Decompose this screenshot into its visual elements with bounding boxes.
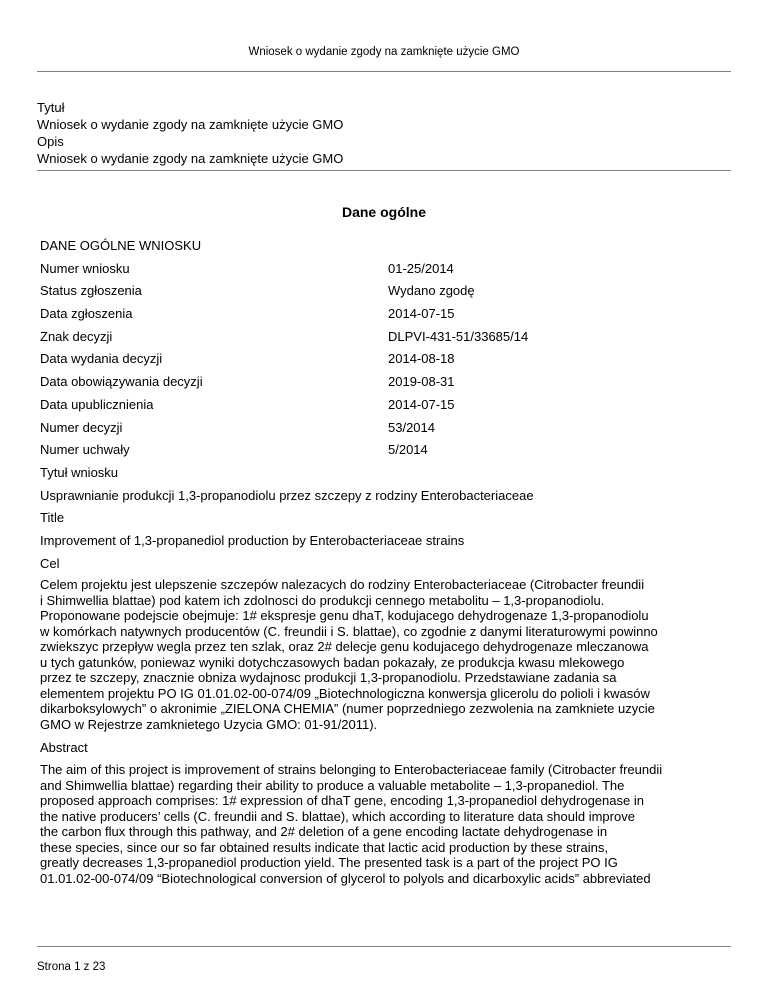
field-label: Numer uchwały xyxy=(40,442,130,458)
field-row xyxy=(40,371,730,394)
tytul-label: Tytuł wniosku xyxy=(40,464,119,480)
abstract-line: and Shimwellia blattae) regarding their ability to produce a valuable metabolite – 1,3-propanediol. The xyxy=(40,777,625,793)
cel-label: Cel xyxy=(40,555,60,571)
footer-divider xyxy=(37,946,731,947)
title-value: Improvement of 1,3-propanediol production by Enterobacteriaceae strains xyxy=(40,532,465,548)
abstract-line: proposed approach comprises: 1# expression of dhaT gene, encoding 1,3-propanediol dehydrogenase in xyxy=(40,793,644,808)
meta-divider xyxy=(37,170,731,171)
cel-line: zwiekszyc przepływ wegla przez ten szlak, oraz 2# delecje genu kodujacego dehydrogenaze mleczanowa xyxy=(40,639,649,655)
abstract-line: The aim of this project is improvement of strains belonging to Enterobacteriaceae family (Citrobacter freundii xyxy=(40,762,663,777)
field-value: DLPVI-431-51/33685/14 xyxy=(388,328,529,344)
abstract-label: Abstract xyxy=(40,740,88,756)
field-label: Data upublicznienia xyxy=(40,396,154,412)
field-label: Data obowiązywania decyzji xyxy=(40,374,203,390)
field-row xyxy=(40,439,730,462)
field-value: 2019-08-31 xyxy=(388,374,455,390)
cel-line: u tych gatunków, poniewaz wyniki dotychczasowych badan pokazały, ze produkcja kwasu mlekowego xyxy=(40,654,625,670)
header-divider xyxy=(37,71,731,72)
field-row xyxy=(40,417,730,440)
field-row xyxy=(40,258,730,281)
tytul-value: Usprawnianie produkcji 1,3-propanodiolu przez szczepy z rodziny Enterobacteriaceae xyxy=(40,487,534,503)
field-label: Numer wniosku xyxy=(40,260,130,276)
abstract-paragraph xyxy=(40,762,730,886)
field-value: 01-25/2014 xyxy=(388,260,454,276)
cel-line: elementem projektu PO IG 01.01.02-00-074/09 „Biotechnologiczna konwersja glicerolu do polioli i kwasów xyxy=(40,685,650,701)
abstract-line: greatly decreases 1,3-propanediol production yield. The presented task is a part of the project PO IG xyxy=(40,855,618,870)
field-label: Znak decyzji xyxy=(40,328,113,344)
field-row xyxy=(40,280,730,303)
field-label: Data wydania decyzji xyxy=(40,351,163,367)
cel-line: Proponowane podejscie obejmuje: 1# ekspresje genu dhaT, kodujacego dehydrogenaze 1,3-propanodiolu xyxy=(40,608,649,624)
cel-line: i Shimwellia blattae) pod katem ich zdolnosci do produkcji cennego metabolitu – 1,3-propanodiolu. xyxy=(40,592,605,608)
page-header: Wniosek o wydanie zgody na zamknięte użycie GMO xyxy=(248,46,520,58)
field-row xyxy=(40,326,730,349)
field-value: 2014-07-15 xyxy=(388,306,455,322)
field-label: Data zgłoszenia xyxy=(40,306,133,322)
cel-line: GMO w Rejestrze zamknietego Uzycia GMO: 01-91/2011). xyxy=(40,716,378,732)
field-label: Numer decyzji xyxy=(40,419,123,435)
abstract-line: the carbon flux through this pathway, and 2# deletion of a gene encoding lactate dehydrogenase in xyxy=(40,824,608,839)
cel-line: przez te szczepy, znacznie obniza wydajnosc produkcji 1,3-propanodiolu. Przedstawiane zadania sa xyxy=(40,670,617,686)
field-row xyxy=(40,394,730,417)
field-value: 2014-08-18 xyxy=(388,351,455,367)
field-value: 2014-07-15 xyxy=(388,396,455,412)
subsection-heading: DANE OGÓLNE WNIOSKU xyxy=(40,238,202,253)
cel-paragraph xyxy=(40,577,730,732)
field-row xyxy=(40,303,730,326)
meta-desc-label: Opis xyxy=(37,134,64,149)
meta-desc-value: Wniosek o wydanie zgody na zamknięte użycie GMO xyxy=(37,151,344,166)
meta-title-label: Tytuł xyxy=(37,100,65,115)
abstract-line: the native producers’ cells (C. freundii and S. blattae), which according to literature data should improve xyxy=(40,808,635,824)
section-title: Dane ogólne xyxy=(341,204,426,220)
abstract-line: 01.01.02-00-074/09 “Biotechnological conversion of glycerol to polyols and dicarboxylic acids” abbreviated xyxy=(40,870,651,886)
title-label: Title xyxy=(40,510,65,526)
cel-line: w komórkach natywnych producentów (C. freundii i S. blattae), co zgodnie z danymi literaturowymi powinno xyxy=(40,623,658,639)
document-meta xyxy=(37,99,343,167)
cel-line: Celem projektu jest ulepszenie szczepów nalezacych do rodziny Enterobacteriaceae (Citrobacter freundii xyxy=(40,577,645,593)
general-data xyxy=(40,235,730,891)
abstract-line: these species, since our so far obtained results indicate that lactic acid production by these strains, xyxy=(40,839,608,855)
cel-line: dikarboksylowych” o akronimie „ZIELONA CHEMIA” (numer poprzedniego zezwolenia na zamkniete uzycie xyxy=(40,701,655,717)
field-value: 5/2014 xyxy=(388,442,428,458)
field-row xyxy=(40,348,730,371)
field-label: Status zgłoszenia xyxy=(40,283,142,299)
meta-title-value: Wniosek o wydanie zgody na zamknięte użycie GMO xyxy=(37,117,344,132)
page-footer: Strona 1 z 23 xyxy=(37,961,106,973)
field-value: Wydano zgodę xyxy=(388,283,475,299)
field-value: 53/2014 xyxy=(388,419,435,435)
